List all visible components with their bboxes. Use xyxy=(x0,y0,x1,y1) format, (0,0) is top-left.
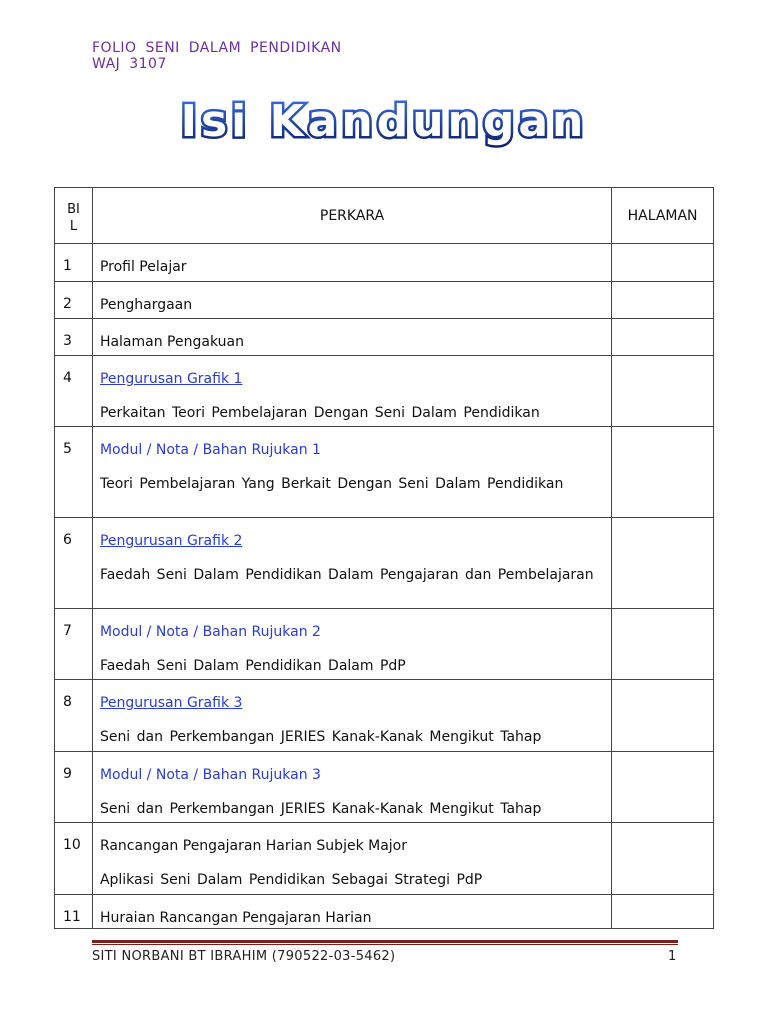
item-reference-title: Modul / Nota / Bahan Rujukan 1 xyxy=(99,442,321,458)
row-item xyxy=(92,680,611,752)
row-number: 11 xyxy=(55,895,93,929)
footer-rule-thick xyxy=(92,940,678,943)
page-number: 1 xyxy=(668,949,677,964)
item-link[interactable]: Pengurusan Grafik 1 xyxy=(99,371,243,387)
item-description: Seni dan Perkembangan JERIES Kanak-Kanak Mengikut Tahap xyxy=(99,801,542,817)
row-item xyxy=(92,282,611,319)
item-title: Rancangan Pengajaran Harian Subjek Major xyxy=(99,838,408,854)
table-row xyxy=(55,319,714,356)
table-row xyxy=(55,356,714,427)
row-number: 6 xyxy=(55,518,93,609)
footer-rule-thin xyxy=(92,944,678,945)
halaman-header: HALAMAN xyxy=(612,188,714,244)
course-code: WAJ 3107 xyxy=(92,56,167,72)
row-item xyxy=(92,609,611,680)
row-number: 4 xyxy=(55,356,93,427)
perkara-header: PERKARA xyxy=(92,188,611,244)
page-cell xyxy=(612,319,714,356)
page-cell xyxy=(612,752,714,823)
item-link[interactable]: Pengurusan Grafik 2 xyxy=(99,533,243,549)
row-number: 8 xyxy=(55,680,93,752)
page-cell xyxy=(612,680,714,752)
table-header-row xyxy=(55,188,714,244)
table-row xyxy=(55,518,714,609)
row-item xyxy=(92,823,611,895)
row-number: 3 xyxy=(55,319,93,356)
page-cell xyxy=(612,823,714,895)
page-cell xyxy=(612,895,714,929)
item-description: Seni dan Perkembangan JERIES Kanak-Kanak Mengikut Tahap xyxy=(99,729,542,745)
table-row xyxy=(55,244,714,282)
page-title: Isi Kandungan xyxy=(180,96,588,147)
item-title: Halaman Pengakuan xyxy=(99,334,244,350)
item-description: Aplikasi Seni Dalam Pendidikan Sebagai Strategi PdP xyxy=(99,872,483,888)
row-number: 1 xyxy=(55,244,93,282)
footer-author: SITI NORBANI BT IBRAHIM (790522-03-5462) xyxy=(92,949,396,964)
row-item xyxy=(92,895,611,929)
item-title: Huraian Rancangan Pengajaran Harian xyxy=(99,910,372,926)
row-item xyxy=(92,319,611,356)
item-description: Perkaitan Teori Pembelajaran Dengan Seni Dalam Pendidikan xyxy=(99,405,540,421)
row-item xyxy=(92,427,611,518)
item-description: Faedah Seni Dalam Pendidikan Dalam Pengajaran dan Pembelajaran xyxy=(99,567,594,583)
item-reference-title: Modul / Nota / Bahan Rujukan 3 xyxy=(99,767,321,783)
table-row xyxy=(55,680,714,752)
page-cell xyxy=(612,282,714,319)
page-cell xyxy=(612,244,714,282)
bil-header: BI L xyxy=(55,188,93,244)
row-item xyxy=(92,356,611,427)
row-number: 9 xyxy=(55,752,93,823)
table-row xyxy=(55,282,714,319)
item-link[interactable]: Pengurusan Grafik 3 xyxy=(99,695,243,711)
item-title: Profil Pelajar xyxy=(99,259,187,275)
table-row xyxy=(55,752,714,823)
page-cell xyxy=(612,518,714,609)
row-item xyxy=(92,518,611,609)
item-reference-title: Modul / Nota / Bahan Rujukan 2 xyxy=(99,624,321,640)
table-row xyxy=(55,895,714,929)
row-number: 7 xyxy=(55,609,93,680)
page-title-wordart xyxy=(0,96,768,152)
item-title: Penghargaan xyxy=(99,297,193,313)
table-row xyxy=(55,609,714,680)
document-header xyxy=(92,40,342,72)
contents-table xyxy=(54,187,714,929)
row-number: 2 xyxy=(55,282,93,319)
row-item xyxy=(92,244,611,282)
table-body xyxy=(55,244,714,929)
table-row xyxy=(55,823,714,895)
item-description: Faedah Seni Dalam Pendidikan Dalam PdP xyxy=(99,658,406,674)
row-number: 5 xyxy=(55,427,93,518)
row-item xyxy=(92,752,611,823)
page-cell xyxy=(612,609,714,680)
item-description: Teori Pembelajaran Yang Berkait Dengan Seni Dalam Pendidikan xyxy=(99,476,564,492)
course-title: FOLIO SENI DALAM PENDIDIKAN xyxy=(92,40,342,56)
page-cell xyxy=(612,427,714,518)
title-wordart-svg xyxy=(0,96,768,152)
table-row xyxy=(55,427,714,518)
page-cell xyxy=(612,356,714,427)
row-number: 10 xyxy=(55,823,93,895)
